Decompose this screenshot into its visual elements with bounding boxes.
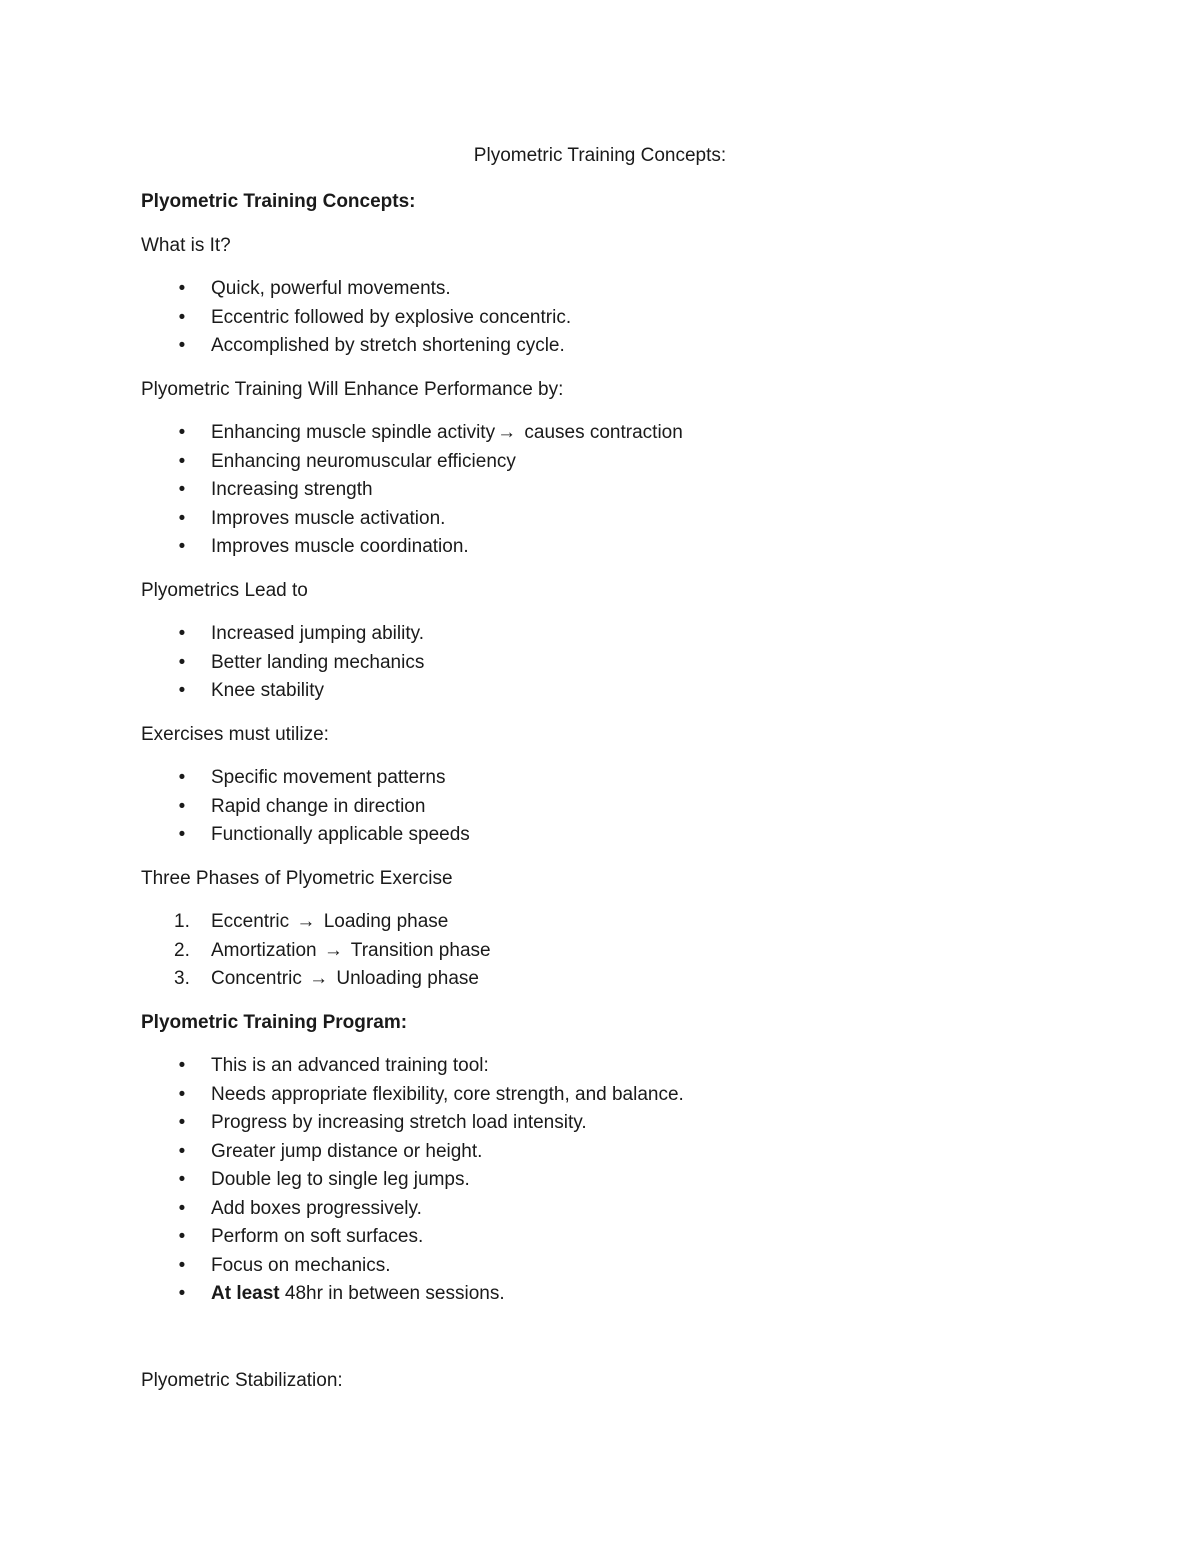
phases-list [141,908,1101,994]
bullet-icon: • [178,1254,186,1276]
section-heading-lead-to: Plyometrics Lead to [141,579,308,601]
list-item-text: Enhancing neuromuscular efficiency [211,450,516,472]
lead-to-list [141,620,1101,706]
bullet-icon: • [178,1140,186,1162]
list-item [141,1280,1101,1309]
list-number: 1. [174,911,190,932]
section-heading-stabilization: Plyometric Stabilization: [141,1369,343,1391]
list-item-text: 48hr in between sessions. [279,1283,505,1304]
blank-line [141,1324,1101,1367]
bullet-icon: • [178,795,186,817]
section-heading-program: Plyometric Training Program: [141,1011,408,1033]
bullet-icon: • [178,1169,186,1190]
list-item-text: Enhancing muscle spindle activity [211,422,496,443]
bullet-icon: • [178,1055,186,1076]
page-title: Plyometric Training Concepts: [473,145,727,166]
list-item [141,1052,1101,1081]
list-item-text: Focus on mechanics. [211,1254,391,1276]
arrow-right-icon: → [323,939,343,961]
list-number: 3. [174,968,190,989]
list-item [141,332,1101,361]
list-item [141,505,1101,534]
list-item [141,937,1101,966]
list-item-text: Transition phase [345,939,491,961]
bullet-icon: • [178,479,186,500]
list-item [141,419,1101,448]
list-item-text: Progress by increasing stretch load intensity. [211,1112,587,1133]
list-item-text: Concentric [211,968,308,989]
list-item [141,1166,1101,1195]
list-item-text: Needs appropriate flexibility, core strength, and balance. [211,1083,684,1105]
list-item [141,620,1101,649]
arrow-right-icon: → [309,968,329,989]
bullet-icon: • [178,1283,186,1304]
arrow-right-icon: → [497,422,517,443]
list-item-text: Accomplished by stretch shortening cycle. [211,335,565,356]
section-heading-what-is-it: What is It? [141,234,231,256]
list-item-text: causes contraction [519,422,683,443]
list-item-text: Amortization [211,939,322,961]
bullet-icon: • [178,536,186,557]
list-item [141,764,1101,793]
list-item-text: Knee stability [211,680,325,701]
list-item-text: Loading phase [318,911,449,932]
what-is-it-list [141,275,1101,361]
list-item [141,1252,1101,1281]
list-item [141,533,1101,562]
section-heading-phases: Three Phases of Plyometric Exercise [141,867,453,889]
bullet-icon: • [178,278,186,299]
section-heading-enhance: Plyometric Training Will Enhance Performance by: [141,378,564,400]
list-item [141,1138,1101,1167]
document-body [141,188,1101,1410]
list-item-text: Greater jump distance or height. [211,1140,483,1162]
bullet-icon: • [178,507,186,529]
list-item [141,908,1101,937]
section-heading-concepts: Plyometric Training Concepts: [141,191,416,212]
list-item [141,476,1101,505]
section-heading-utilize: Exercises must utilize: [141,723,329,745]
bullet-icon: • [178,824,186,845]
bullet-icon: • [178,450,186,472]
list-item-text: Functionally applicable speeds [211,824,470,845]
bullet-icon: • [178,335,186,356]
list-item-emphasis: At least [211,1283,280,1304]
list-item-text: Perform on soft surfaces. [211,1226,424,1247]
list-item-text: Eccentric followed by explosive concentric. [211,306,572,328]
bullet-icon: • [178,651,186,673]
list-item-text: Rapid change in direction [211,795,426,817]
bullet-icon: • [178,1112,186,1133]
list-item [141,1195,1101,1224]
list-item-text: This is an advanced training tool: [211,1055,489,1076]
list-number: 2. [174,939,190,961]
list-item-text: Better landing mechanics [211,651,425,673]
list-item [141,448,1101,477]
list-item [141,821,1101,850]
program-list [141,1052,1101,1309]
bullet-icon: • [178,767,186,788]
list-item [141,649,1101,678]
list-item-text: Double leg to single leg jumps. [211,1169,470,1190]
list-item [141,1109,1101,1138]
list-item-text: Quick, powerful movements. [211,278,451,299]
list-item-text: Specific movement patterns [211,767,446,788]
bullet-icon: • [178,1197,186,1219]
list-item [141,1223,1101,1252]
bullet-icon: • [178,306,186,328]
enhance-list [141,419,1101,562]
list-item [141,793,1101,822]
list-item-text: Eccentric [211,911,295,932]
list-item [141,275,1101,304]
bullet-icon: • [178,680,186,701]
list-item-text: Increasing strength [211,479,373,500]
bullet-icon: • [178,422,186,443]
utilize-list [141,764,1101,850]
list-item [141,304,1101,333]
arrow-right-icon: → [296,911,316,932]
list-item [141,1081,1101,1110]
list-item-text: Add boxes progressively. [211,1197,422,1219]
bullet-icon: • [178,623,186,644]
list-item-text: Increased jumping ability. [211,623,424,644]
list-item-text: Improves muscle coordination. [211,536,469,557]
list-item [141,965,1101,994]
bullet-icon: • [178,1083,186,1105]
list-item [141,677,1101,706]
list-item-text: Improves muscle activation. [211,507,446,529]
list-item-text: Unloading phase [331,968,479,989]
bullet-icon: • [178,1226,186,1247]
